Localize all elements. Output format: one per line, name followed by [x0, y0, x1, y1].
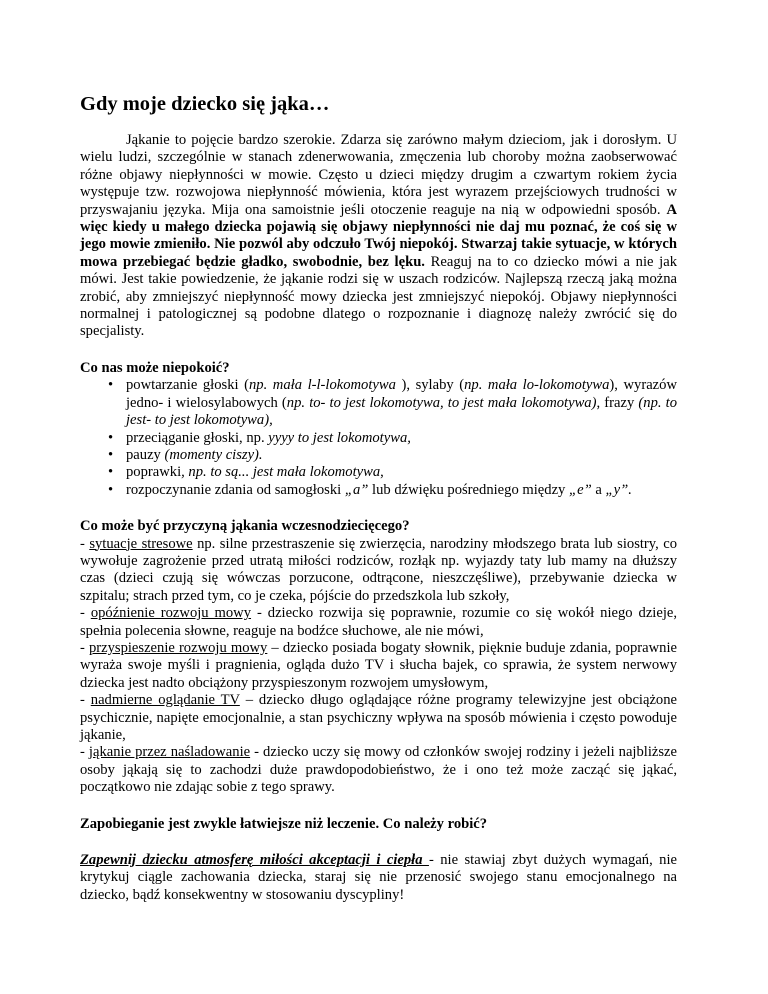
prevention-paragraph — [80, 852, 677, 904]
cause-item — [80, 744, 677, 796]
cause-prefix: - — [80, 535, 90, 552]
prevention-text: - nie stawiaj zbyt dużych wymagań, nie krytykuj ciągle zachowania dziecka, staraj się nie przenosić swojego stanu emocjonalnego na dziecko, bądź konsekwentny w stosowaniu dyscypliny! — [80, 852, 677, 903]
item-text: rozpoczynanie zdania od samogłoski — [126, 481, 345, 498]
item-example: „y”. — [605, 481, 632, 498]
item-text: a — [591, 481, 606, 498]
item-text: , — [380, 464, 384, 481]
item-example: np. mała l-l-lokomotywa — [249, 377, 396, 394]
spacer — [80, 833, 677, 852]
item-example: „a” — [344, 481, 369, 498]
item-text: lub dźwięku pośredniego między — [368, 481, 569, 498]
bullet-icon: • — [108, 481, 114, 498]
intro-text-2: Reaguj na to co dziecko mówi a nie jak mówi. Jest takie powiedzenie, że jąkanie rodzi się w uszach rodziców. Najlepszą rzeczą jaką można zrobić, aby zmniejszyć niepłynność mowy dziecka jest zmniejszyć niepokój. Objawy niepłynności normalnej i patologicznej są podobne dlatego o rozpoznanie i diagnozę należy zwrócić się do specjalisty. — [80, 253, 678, 340]
cause-item — [80, 640, 677, 692]
cause-prefix: - — [80, 639, 89, 656]
cause-text: np. silne przestraszenie się zwierzęcia, narodziny młodszego brata lub siostry, co wywołuje zagrożenie przed utratą miłości rodziców, rozłąk np. wyjazdy taty lub mamy na dłuższy czas (dzieci czują się wówczas porzucone, odtrącone, nieszczęśliwe), przebywanie dziecka w szpitalu; strach przed tym, co je czeka, pójście do przedszkola lub szkoły, — [80, 535, 678, 604]
list-item — [108, 481, 677, 499]
cause-term: przyspieszenie rozwoju mowy — [88, 639, 268, 656]
cause-prefix: - — [80, 744, 89, 761]
item-text: ), wyrazów jedno- i wielosylabowych ( — [126, 377, 677, 411]
cause-text: – dziecko długo oglądające różne programy telewizyjne jest obciążone psychicznie, napięte emocjonalnie, a stan psychiczny wpływa na sposób mówienia i często powoduje jąkanie, — [80, 692, 678, 743]
document-content — [80, 92, 677, 904]
item-example: np. to- to jest lokomotywa, to jest mała lokomotywa) — [286, 394, 597, 411]
list-item — [108, 429, 677, 447]
item-example: yyyy to jest lokomotywa, — [268, 429, 411, 446]
page-title: Gdy moje dziecko się jąka… — [80, 93, 330, 115]
cause-term: sytuacje stresowe — [89, 535, 193, 552]
cause-term: nadmierne oglądanie TV — [90, 692, 240, 709]
bullet-icon: • — [108, 429, 114, 446]
cause-prefix: - — [80, 605, 91, 622]
intro-paragraph — [80, 132, 677, 341]
list-item — [108, 377, 678, 429]
bullet-icon: • — [108, 464, 114, 481]
cause-text: – dziecko posiada bogaty słownik, pięknie buduje zdania, poprawnie wyraża swoje myśli i pragnienia, ogląda dużo TV i słucha bajek, co sprawia, że system nerwowy dziecka jest nadto obciążony przyspieszonym rozwojem umysłowym, — [80, 639, 677, 691]
list-item — [108, 446, 677, 464]
item-example: , np. to są... jest mała lokomotywa — [181, 464, 381, 481]
symptom-list — [80, 377, 677, 499]
cause-item — [80, 605, 677, 640]
cause-text: - dziecko rozwija się poprawnie, rozumie co się wokół niego dzieje, spełnia polecenia słowne, reaguje na bodźce słuchowe, ale nie mówi, — [80, 605, 678, 639]
bullet-icon: • — [108, 377, 114, 394]
cause-term: jąkanie przez naśladowanie — [88, 744, 251, 761]
cause-item — [80, 536, 677, 606]
item-text: pauzy — [126, 446, 165, 463]
item-example: „e” — [569, 481, 592, 498]
bullet-icon: • — [108, 446, 114, 463]
item-text: powtarzanie głoski ( — [126, 377, 249, 394]
item-example: (momenty ciszy). — [164, 446, 263, 463]
prevention-emphasis: Zapewnij dziecku atmosferę miłości akceptacji i ciepła — [80, 852, 429, 869]
section-heading-symptoms: Co nas może niepokoić? — [80, 359, 230, 376]
cause-item — [80, 692, 677, 744]
section-heading-causes: Co może być przyczyną jąkania wczesnodziecięcego? — [80, 518, 410, 535]
item-text: poprawki — [126, 464, 182, 481]
cause-term: opóźnienie rozwoju mowy — [90, 605, 252, 622]
intro-text-1: Jąkanie to pojęcie bardzo szerokie. Zdarza się zarówno małym dzieciom, jak i dorosłym. U wielu ludzi, szczególnie w stanach zdenerwowania, zmęczenia lub choroby można zaobserwować różne objawy niepłynności w mowie. Często u dzieci między drugim a czwartym rokiem życia występuje tzw. rozwojowa niepłynność mówienia, która jest wyrazem przejściowych trudności w przyswajaniu języka. Mija ona samoistnie jeśli otoczenie reaguje na nią w odpowiedni sposób. — [80, 132, 677, 218]
item-text: przeciąganie głoski, np. — [126, 429, 269, 446]
causes-list — [80, 536, 677, 797]
cause-text: - dziecko uczy się mowy od członków swojej rodziny i jeżeli najbliższe osoby jąkają się to zachodzi duże prawdopodobieństwo, że i ono też może zacząć się jąkać, początkowo nie zdając sobie z tego sprawy. — [80, 744, 677, 796]
section-heading-prevention: Zapobieganie jest zwykle łatwiejsze niż leczenie. Co należy robić? — [80, 815, 488, 832]
intro-bold-text: A więc kiedy u małego dziecka pojawią się objawy niepłynności nie daj mu poznać, że coś się w jego mowie zmieniło. Nie pozwól aby odczuło Twój niepokój. Stwarzaj takie sytuacje, w których mowa przebiegać będzie gładko, swobodnie, bez lęku. — [80, 201, 677, 270]
item-example: np. mała lo-lokomotywa — [464, 377, 610, 394]
cause-prefix: - — [80, 692, 91, 709]
item-text: ), sylaby ( — [395, 377, 465, 394]
list-item — [108, 464, 677, 481]
item-text: , frazy — [596, 394, 639, 411]
item-example: (np. to jest- to jest lokomotywa), — [126, 394, 678, 429]
